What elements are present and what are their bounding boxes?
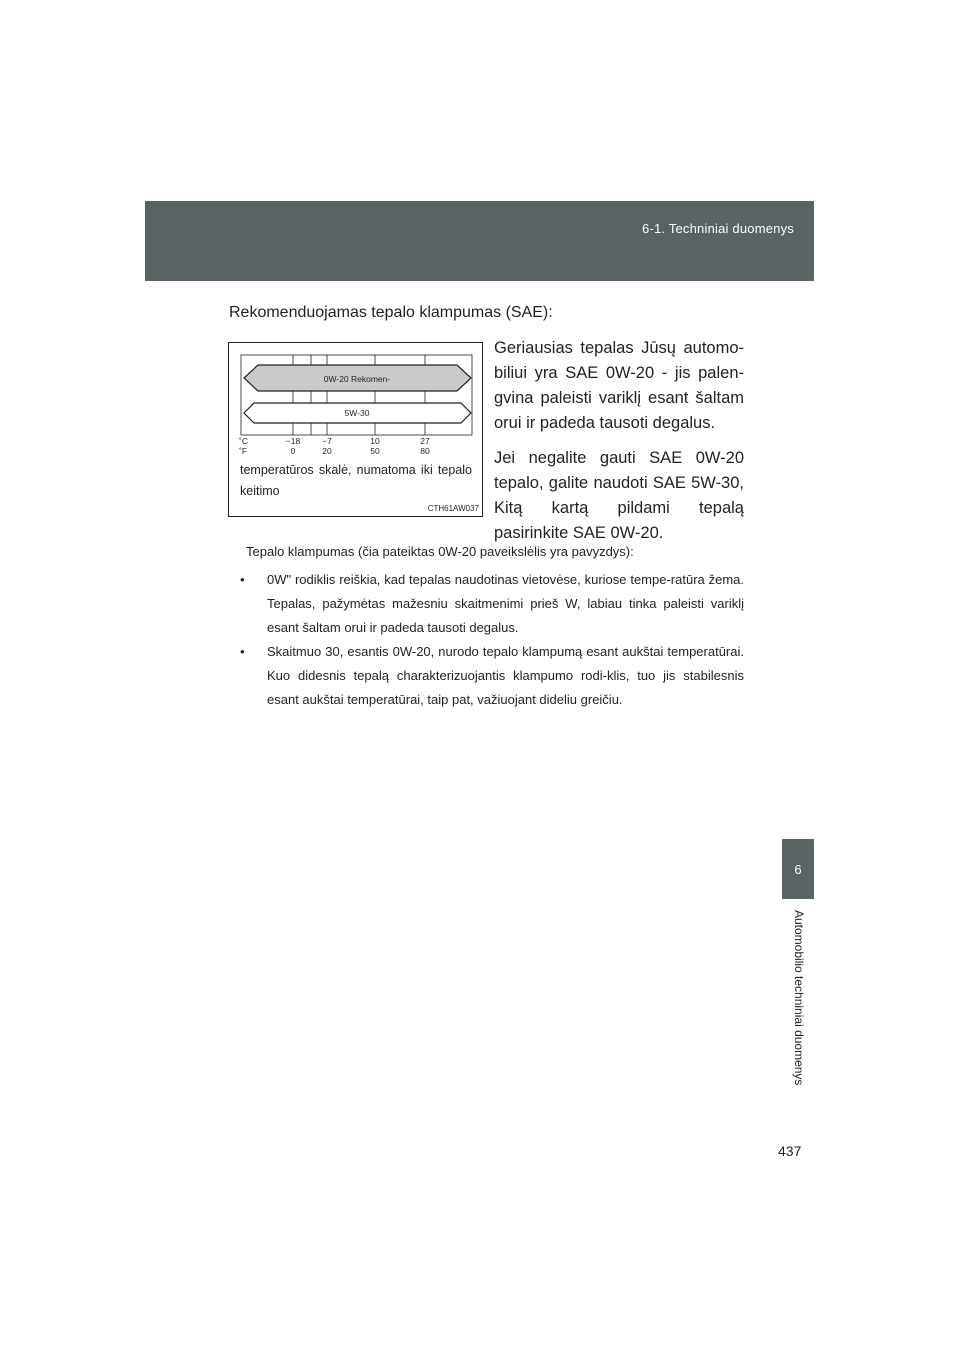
figure-caption: temperatūros skalė, numatoma iki tepalo keitimo <box>240 463 472 498</box>
notes-lead: Tepalo klampumas (čia pateiktas 0W-20 paveikslėlis yra pavyzdys): <box>246 544 634 559</box>
unit-fahrenheit: ˚F <box>239 446 248 456</box>
tick-f: 50 <box>370 446 380 456</box>
tick-f: 80 <box>420 446 430 456</box>
recommendation-text <box>494 336 744 556</box>
recommendation-paragraph: Geriausias tepalas Jūsų automo-biliui yra SAE 0W-20 - jis palen-gvina paleisti variklį esant šaltam orui ir padeda tausoti degalus. <box>494 339 744 432</box>
tick-f: 0 <box>290 446 296 456</box>
tick-c: −18 <box>285 436 301 446</box>
tick-f: 20 <box>322 446 332 456</box>
chapter-tab[interactable] <box>782 839 814 899</box>
unit-celsius: ˚C <box>239 436 248 446</box>
oil-viscosity-figure <box>228 342 483 517</box>
header-bar <box>145 201 814 281</box>
tick-c: 27 <box>420 436 430 446</box>
alternative-paragraph: Jei negalite gauti SAE 0W-20 tepalo, galite naudoti SAE 5W-30, Kitą kartą pildami tepalą pasirinkite SAE 0W-20. <box>494 449 744 542</box>
viscosity-notes <box>230 540 744 712</box>
oil-bar-5w30-label: 5W-30 <box>344 408 370 418</box>
chapter-number: 6 <box>794 861 802 877</box>
oil-bar-0w20-label: 0W-20 Rekomen- <box>323 374 391 384</box>
notes-list <box>230 568 744 712</box>
intro-heading: Rekomenduojamas tepalo klampumas (SAE): <box>229 304 553 321</box>
list-item: • Skaitmuo 30, esantis 0W-20, nurodo tepalo klampumą esant aukštai temperatūrai. Kuo didesnis tepalą charakterizuojantis klampumo rodi-klis, tuo jis stabilesnis esant aukštai temperatūrai, taip pat, važiuojant dideliu greičiu. <box>230 640 744 712</box>
tick-c: 10 <box>370 436 380 446</box>
tick-c: −7 <box>322 436 332 446</box>
figure-code: CTH61AW037 <box>427 504 479 513</box>
list-item: • 0W" rodiklis reiškia, kad tepalas naudotinas vietovėse, kuriose tempe-ratūra žema. Tepalas, pažymėtas mažesniu skaitmenimi prieš W, labiau tinka paleisti variklį esant šaltam orui ir padeda tausoti degalus. <box>230 568 744 640</box>
page-number: 437 <box>778 1143 802 1159</box>
chapter-label: Automobilio techniniai duomenys <box>792 910 806 1086</box>
section-title: 6-1. Techniniai duomenys <box>642 221 794 236</box>
